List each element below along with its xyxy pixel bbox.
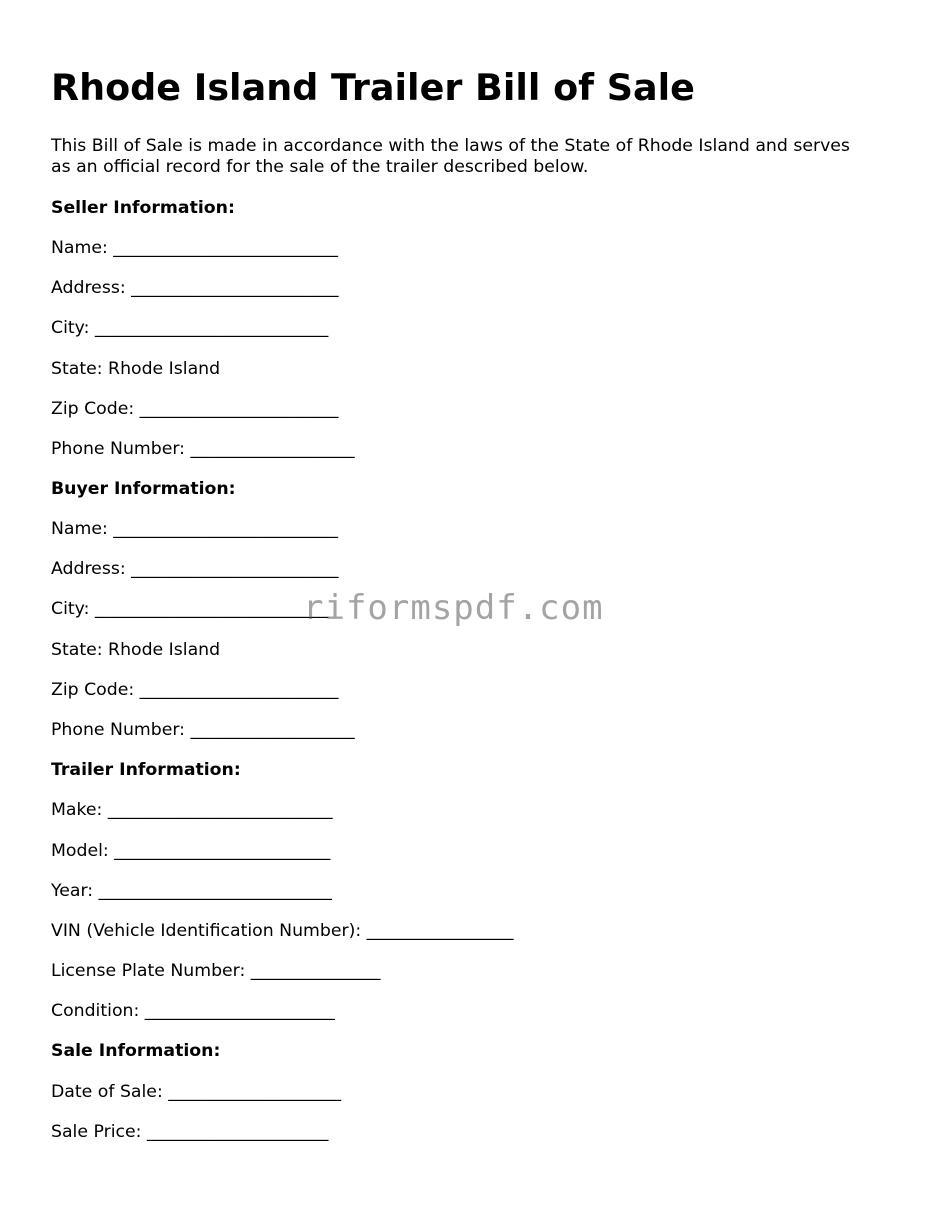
intro-paragraph: This Bill of Sale is made in accordance with the laws of the State of Rhode Island and serves as an official record for the sale of the trailer described below.	[51, 136, 850, 177]
buyer-name-field[interactable]: Name: __________________________	[51, 519, 338, 539]
buyer-phone-field[interactable]: Phone Number: ___________________	[51, 720, 355, 740]
trailer-section-heading: Trailer Information:	[51, 760, 241, 780]
seller-zip-field[interactable]: Zip Code: _______________________	[51, 399, 339, 419]
trailer-vin-field[interactable]: VIN (Vehicle Identification Number): _________________	[51, 921, 514, 941]
seller-name-field[interactable]: Name: __________________________	[51, 238, 338, 258]
buyer-address-field[interactable]: Address: ________________________	[51, 559, 339, 579]
buyer-state-field: State: Rhode Island	[51, 640, 221, 660]
seller-address-field[interactable]: Address: ________________________	[51, 278, 339, 298]
trailer-condition-field[interactable]: Condition: ______________________	[51, 1001, 335, 1021]
trailer-plate-field[interactable]: License Plate Number: _______________	[51, 961, 381, 981]
seller-city-field[interactable]: City: ___________________________	[51, 318, 329, 338]
seller-state-field: State: Rhode Island	[51, 359, 221, 379]
trailer-make-field[interactable]: Make: __________________________	[51, 800, 333, 820]
seller-phone-field[interactable]: Phone Number: ___________________	[51, 439, 355, 459]
trailer-model-field[interactable]: Model: _________________________	[51, 841, 331, 861]
trailer-year-field[interactable]: Year: ___________________________	[51, 881, 332, 901]
buyer-section-heading: Buyer Information:	[51, 479, 236, 499]
page-title: Rhode Island Trailer Bill of Sale	[51, 66, 695, 109]
sale-date-field[interactable]: Date of Sale: ____________________	[51, 1082, 342, 1102]
buyer-zip-field[interactable]: Zip Code: _______________________	[51, 680, 339, 700]
watermark: riformspdf.com	[303, 588, 604, 628]
sale-price-field[interactable]: Sale Price: _____________________	[51, 1122, 329, 1142]
buyer-city-field[interactable]: City: ___________________________	[51, 599, 329, 619]
sale-section-heading: Sale Information:	[51, 1041, 221, 1061]
seller-section-heading: Seller Information:	[51, 198, 235, 218]
